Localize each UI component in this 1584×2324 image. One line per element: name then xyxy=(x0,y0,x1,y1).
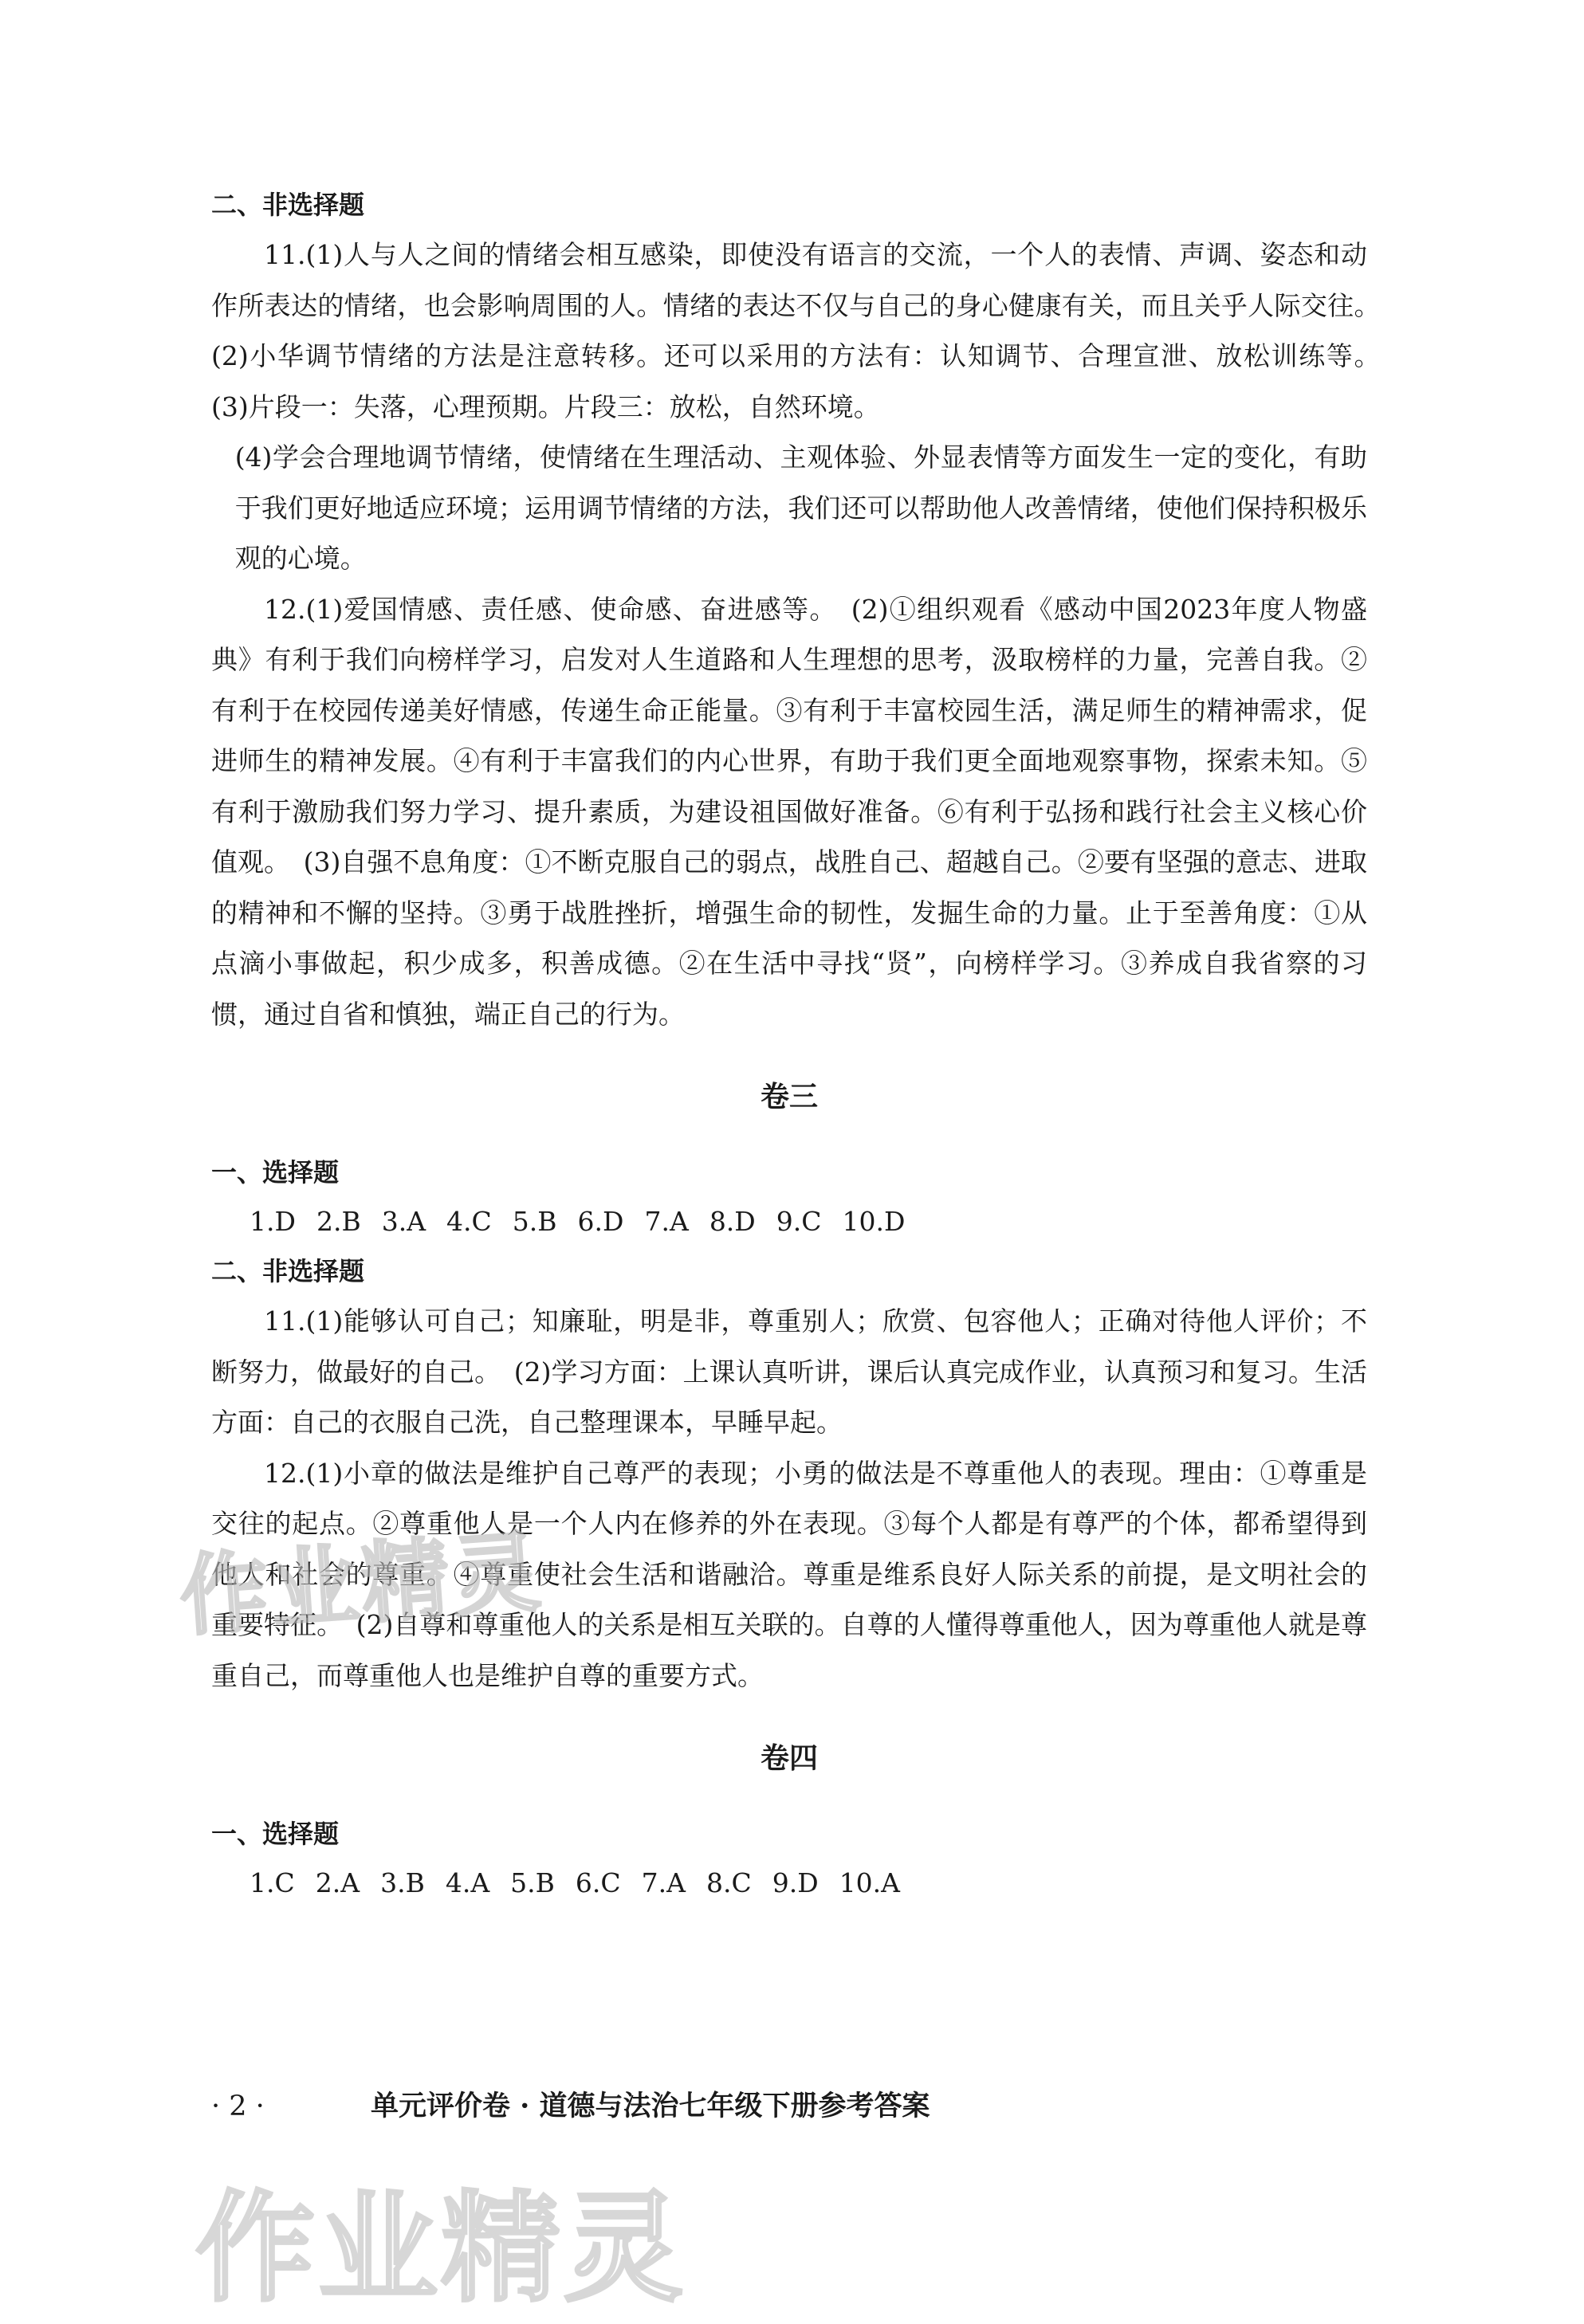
choice-answer: 7.A xyxy=(644,1206,689,1237)
choice-answer: 8.C xyxy=(706,1867,752,1898)
choice-answers-row xyxy=(211,1859,1367,1908)
volume-title-3: 卷三 xyxy=(760,1081,818,1113)
choice-answer: 2.A xyxy=(315,1867,360,1898)
answer-paragraph-11-4: (4)学会合理地调节情绪，使情绪在生理活动、主观体验、外显表情等方面发生一定的变化，有助于我们更好地适应环境；运用调节情绪的方法，我们还可以帮助他人改善情绪，使他们保持积极乐观的心境。 xyxy=(234,442,1367,574)
choice-answer: 10.A xyxy=(839,1867,900,1898)
watermark-logo: 作业精灵 xyxy=(176,1521,547,1648)
section-heading-choice: 一、选择题 xyxy=(211,1819,340,1849)
choice-answer: 6.C xyxy=(575,1867,621,1898)
choice-answer: 9.C xyxy=(776,1206,822,1237)
answer-content xyxy=(211,180,1393,1908)
choice-answer: 1.C xyxy=(250,1867,295,1898)
choice-answer: 9.D xyxy=(772,1867,819,1898)
footer-title: 单元评价卷 · 道德与法治七年级下册参考答案 xyxy=(371,2090,930,2122)
section-heading-choice: 一、选择题 xyxy=(211,1157,340,1188)
choice-answer: 8.D xyxy=(709,1206,756,1237)
watermark-logo: 作业精灵 xyxy=(195,2180,687,2318)
answer-paragraph-12: 12.(1)小章的做法是维护自己尊严的表现；小勇的做法是不尊重他人的表现。理由：①尊重是交往的起点。②尊重他人是一个人内在修养的外在表现。③每个人都是有尊严的个体，都希望得到他人和社会的尊重。④尊重使社会生活和谐融洽。尊重是维系良好人际关系的前提，是文明社会的重要特征。 (2)自尊和尊重他人的关系是相互关联的。自尊的人懂得尊重他人，因为尊重他人就是尊重自己，而尊重他人也是维护自尊的重要方式。 xyxy=(211,1457,1367,1691)
choice-answer: 5.B xyxy=(512,1206,557,1237)
choice-answer: 7.A xyxy=(641,1867,686,1898)
choice-answer: 3.A xyxy=(381,1206,426,1237)
answer-paragraph-12: 12.(1)爱国情感、责任感、使命感、奋进感等。 (2)①组织观看《感动中国2023年度人物盛典》有利于我们向榜样学习，启发对人生道路和人生理想的思考，汲取榜样的力量，完善自我。②有利于在校园传递美好情感，传递生命正能量。③有利于丰富校园生活，满足师生的精神需求，促进师生的精神发展。④有利于丰富我们的内心世界，有助于我们更全面地观察事物，探索未知。⑤有利于激励我们努力学习、提升素质，为建设祖国做好准备。⑥有利于弘扬和践行社会主义核心价值观。 (3)自强不息角度：①不断克服自己的弱点，战胜自己、超越自己。②要有坚强的意志、进取的精神和不懈的坚持。③勇于战胜挫折，增强生命的韧性，发掘生命的力量。止于至善角度：①从点滴小事做起，积少成多，积善成德。②在生活中寻找“贤”，向榜样学习。③养成自我省察的习惯，通过自省和慎独，端正自己的行为。 xyxy=(211,593,1367,1030)
page-number: · 2 · xyxy=(211,2090,265,2122)
section-heading-nonchoice: 二、非选择题 xyxy=(211,1256,365,1286)
choice-answer: 10.D xyxy=(842,1206,906,1237)
choice-answer: 5.B xyxy=(510,1867,555,1898)
answer-paragraph-11: 11.(1)能够认可自己；知廉耻，明是非，尊重别人；欣赏、包容他人；正确对待他人评价；不断努力，做最好的自己。 (2)学习方面：上课认真听讲，课后认真完成作业，认真预习和复习。生活方面：自己的衣服自己洗，自己整理课本，早睡早起。 xyxy=(211,1305,1367,1438)
page-footer xyxy=(211,2086,1367,2126)
volume-title-4: 卷四 xyxy=(760,1742,818,1775)
choice-answer: 6.D xyxy=(577,1206,624,1237)
section-heading-nonchoice: 二、非选择题 xyxy=(211,190,365,220)
choice-answer: 1.D xyxy=(250,1206,296,1237)
choice-answer: 3.B xyxy=(380,1867,425,1898)
choice-answer: 4.C xyxy=(446,1206,492,1237)
answer-paragraph-11: 11.(1)人与人之间的情绪会相互感染，即使没有语言的交流，一个人的表情、声调、姿态和动作所表达的情绪，也会影响周围的人。情绪的表达不仅与自己的身心健康有关，而且关乎人际交往。 (2)小华调节情绪的方法是注意转移。还可以采用的方法有：认知调节、合理宣泄、放松训练等。 (3)片段一：失落，心理预期。片段三：放松，自然环境。 xyxy=(211,239,1393,422)
choice-answer: 2.B xyxy=(316,1206,361,1237)
choice-answers-row xyxy=(211,1197,1367,1246)
choice-answer: 4.A xyxy=(445,1867,490,1898)
